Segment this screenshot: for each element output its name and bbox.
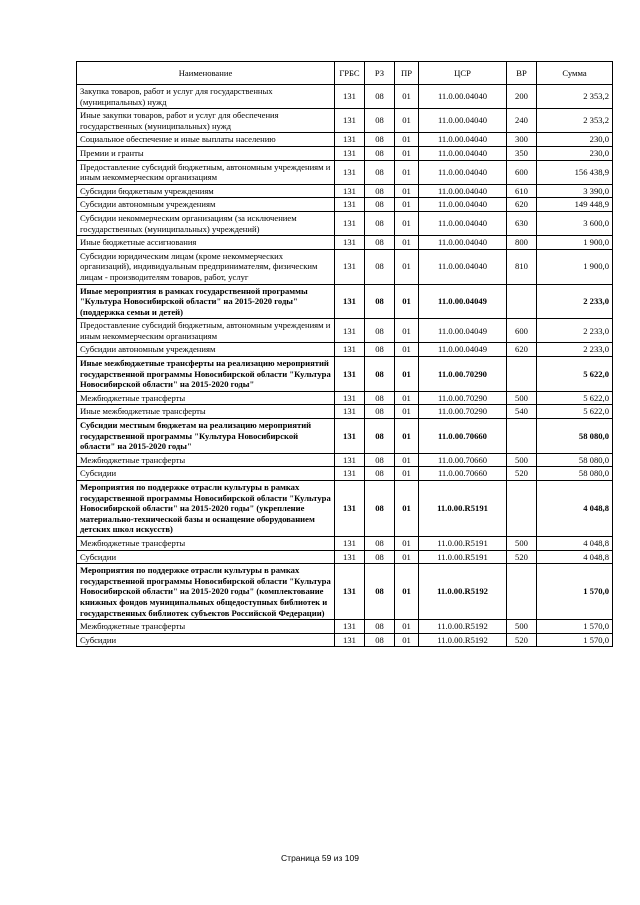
table-row [77,319,613,343]
cell-csr: 11.0.00.04049 [419,284,507,319]
cell-csr: 11.0.00.R5191 [419,536,507,550]
cell-vr: 620 [507,198,537,212]
page-number-footer: Страница 59 из 109 [281,853,359,863]
table-row [77,236,613,250]
cell-name: Субсидии юридическим лицам (кроме некоммерческих организаций), индивидуальным предпринимателям, физическим лицам - производителям товаров, работ, услуг [77,249,335,284]
cell-sum: 230,0 [537,133,613,147]
cell-grbs: 131 [335,133,365,147]
cell-csr: 11.0.00.70290 [419,405,507,419]
cell-rz: 08 [365,284,395,319]
cell-pr: 01 [395,536,419,550]
cell-name: Закупка товаров, работ и услуг для государственных (муниципальных) нужд [77,85,335,109]
cell-grbs: 131 [335,405,365,419]
cell-vr: 500 [507,536,537,550]
cell-rz: 08 [365,133,395,147]
cell-name: Предоставление субсидий бюджетным, автономным учреждениям и иным некоммерческим организациям [77,319,335,343]
cell-pr: 01 [395,211,419,235]
table-row [77,633,613,647]
cell-name: Иные бюджетные ассигнования [77,236,335,250]
column-header-sum: Сумма [537,62,613,85]
cell-vr [507,564,537,620]
cell-name: Субсидии [77,467,335,481]
table-row [77,160,613,184]
cell-name: Субсидии автономным учреждениям [77,343,335,357]
cell-name: Межбюджетные трансферты [77,620,335,634]
cell-csr: 11.0.00.04040 [419,198,507,212]
table-row [77,419,613,454]
cell-csr: 11.0.00.R5192 [419,564,507,620]
cell-csr: 11.0.00.04040 [419,85,507,109]
cell-rz: 08 [365,236,395,250]
cell-pr: 01 [395,405,419,419]
cell-sum: 2 353,2 [537,109,613,133]
cell-grbs: 131 [335,284,365,319]
cell-vr: 800 [507,236,537,250]
table-row [77,184,613,198]
column-header-name: Наименование [77,62,335,85]
cell-grbs: 131 [335,536,365,550]
cell-name: Субсидии местным бюджетам на реализацию мероприятий государственной программы "Культура Новосибирской области" на 2015-2020 годы" [77,419,335,454]
cell-name: Субсидии [77,633,335,647]
table-row [77,198,613,212]
cell-sum: 1 570,0 [537,620,613,634]
cell-sum: 3 390,0 [537,184,613,198]
cell-rz: 08 [365,319,395,343]
cell-name: Мероприятия по поддержке отрасли культуры в рамках государственной программы Новосибирской области "Культура Новосибирской области" на 2015-2020 годы" (комплектование книжных фондов муниципальных общедоступных библиотек и государственных библиотек субъектов Российской Федерации) [77,564,335,620]
cell-rz: 08 [365,160,395,184]
cell-rz: 08 [365,146,395,160]
cell-csr: 11.0.00.R5192 [419,620,507,634]
table-row [77,85,613,109]
cell-pr: 01 [395,357,419,392]
cell-pr: 01 [395,633,419,647]
cell-name: Премии и гранты [77,146,335,160]
cell-sum: 3 600,0 [537,211,613,235]
cell-rz: 08 [365,85,395,109]
cell-csr: 11.0.00.04040 [419,184,507,198]
cell-pr: 01 [395,236,419,250]
cell-pr: 01 [395,109,419,133]
cell-csr: 11.0.00.04040 [419,133,507,147]
table-row [77,550,613,564]
cell-pr: 01 [395,419,419,454]
cell-sum: 230,0 [537,146,613,160]
cell-grbs: 131 [335,343,365,357]
cell-vr: 520 [507,633,537,647]
cell-sum: 1 900,0 [537,249,613,284]
cell-rz: 08 [365,467,395,481]
cell-pr: 01 [395,198,419,212]
table-row [77,211,613,235]
cell-rz: 08 [365,357,395,392]
cell-grbs: 131 [335,357,365,392]
cell-pr: 01 [395,249,419,284]
cell-sum: 4 048,8 [537,550,613,564]
cell-name: Иные межбюджетные трансферты [77,405,335,419]
cell-sum: 5 622,0 [537,357,613,392]
cell-grbs: 131 [335,85,365,109]
cell-pr: 01 [395,184,419,198]
cell-pr: 01 [395,620,419,634]
cell-name: Иные межбюджетные трансферты на реализацию мероприятий государственной программы Новосибирской области "Культура Новосибирской области" на 2015-2020 годы" [77,357,335,392]
cell-grbs: 131 [335,146,365,160]
cell-grbs: 131 [335,550,365,564]
cell-grbs: 131 [335,184,365,198]
cell-pr: 01 [395,481,419,537]
cell-rz: 08 [365,620,395,634]
cell-rz: 08 [365,405,395,419]
cell-sum: 149 448,9 [537,198,613,212]
cell-sum: 4 048,8 [537,481,613,537]
cell-sum: 1 900,0 [537,236,613,250]
column-header-vr: ВР [507,62,537,85]
cell-csr: 11.0.00.70660 [419,419,507,454]
cell-grbs: 131 [335,564,365,620]
cell-vr: 200 [507,85,537,109]
cell-vr: 300 [507,133,537,147]
cell-pr: 01 [395,391,419,405]
cell-name: Социальное обеспечение и иные выплаты населению [77,133,335,147]
cell-sum: 58 080,0 [537,419,613,454]
cell-grbs: 131 [335,109,365,133]
table-row [77,481,613,537]
cell-csr: 11.0.00.R5191 [419,481,507,537]
cell-grbs: 131 [335,160,365,184]
cell-grbs: 131 [335,419,365,454]
cell-grbs: 131 [335,453,365,467]
cell-csr: 11.0.00.70290 [419,391,507,405]
table-row [77,343,613,357]
cell-grbs: 131 [335,481,365,537]
cell-sum: 5 622,0 [537,405,613,419]
cell-vr: 620 [507,343,537,357]
cell-vr [507,419,537,454]
column-header-grbs: ГРБС [335,62,365,85]
table-row [77,357,613,392]
cell-vr: 500 [507,620,537,634]
cell-csr: 11.0.00.70660 [419,453,507,467]
cell-csr: 11.0.00.04040 [419,146,507,160]
cell-name: Субсидии [77,550,335,564]
cell-grbs: 131 [335,249,365,284]
cell-name: Субсидии автономным учреждениям [77,198,335,212]
cell-pr: 01 [395,453,419,467]
cell-name: Иные мероприятия в рамках государственной программы "Культура Новосибирской области" на 2015-2020 годы"(поддержка семьи и детей) [77,284,335,319]
cell-name: Межбюджетные трансферты [77,536,335,550]
cell-csr: 11.0.00.70660 [419,467,507,481]
cell-sum: 2 353,2 [537,85,613,109]
cell-vr: 600 [507,319,537,343]
cell-csr: 11.0.00.R5191 [419,550,507,564]
table-row [77,109,613,133]
table-row [77,536,613,550]
cell-pr: 01 [395,133,419,147]
cell-pr: 01 [395,160,419,184]
cell-grbs: 131 [335,467,365,481]
cell-sum: 5 622,0 [537,391,613,405]
table-row [77,146,613,160]
cell-rz: 08 [365,184,395,198]
cell-csr: 11.0.00.04040 [419,236,507,250]
cell-sum: 58 080,0 [537,453,613,467]
cell-grbs: 131 [335,319,365,343]
cell-vr: 350 [507,146,537,160]
table-row [77,284,613,319]
cell-grbs: 131 [335,211,365,235]
cell-csr: 11.0.00.70290 [419,357,507,392]
cell-pr: 01 [395,343,419,357]
cell-vr: 630 [507,211,537,235]
cell-rz: 08 [365,109,395,133]
cell-csr: 11.0.00.04040 [419,109,507,133]
column-header-pr: ПР [395,62,419,85]
cell-name: Межбюджетные трансферты [77,453,335,467]
table-row [77,453,613,467]
cell-vr [507,481,537,537]
cell-pr: 01 [395,467,419,481]
cell-pr: 01 [395,85,419,109]
cell-vr: 810 [507,249,537,284]
table-body [77,85,613,647]
cell-csr: 11.0.00.04049 [419,343,507,357]
cell-pr: 01 [395,284,419,319]
cell-csr: 11.0.00.R5192 [419,633,507,647]
cell-vr [507,284,537,319]
cell-name: Субсидии бюджетным учреждениям [77,184,335,198]
cell-pr: 01 [395,146,419,160]
table-row [77,467,613,481]
cell-rz: 08 [365,391,395,405]
cell-grbs: 131 [335,236,365,250]
cell-vr [507,357,537,392]
table-row [77,564,613,620]
cell-sum: 156 438,9 [537,160,613,184]
cell-vr: 610 [507,184,537,198]
cell-vr: 240 [507,109,537,133]
cell-csr: 11.0.00.04040 [419,160,507,184]
cell-rz: 08 [365,481,395,537]
cell-grbs: 131 [335,198,365,212]
cell-pr: 01 [395,319,419,343]
cell-vr: 500 [507,391,537,405]
cell-pr: 01 [395,564,419,620]
cell-sum: 2 233,0 [537,319,613,343]
cell-pr: 01 [395,550,419,564]
cell-grbs: 131 [335,633,365,647]
cell-csr: 11.0.00.04040 [419,249,507,284]
cell-name: Мероприятия по поддержке отрасли культуры в рамках государственной программы Новосибирской области "Культура Новосибирской области" на 2015-2020 годы" (укрепление материально-технической базы и оснащение оборудованием детских школ искусств) [77,481,335,537]
cell-vr: 520 [507,550,537,564]
cell-csr: 11.0.00.04049 [419,319,507,343]
cell-vr: 540 [507,405,537,419]
cell-vr: 600 [507,160,537,184]
cell-sum: 2 233,0 [537,343,613,357]
table-row [77,391,613,405]
cell-sum: 1 570,0 [537,633,613,647]
cell-sum: 1 570,0 [537,564,613,620]
cell-rz: 08 [365,536,395,550]
column-header-rz: РЗ [365,62,395,85]
cell-rz: 08 [365,198,395,212]
cell-rz: 08 [365,419,395,454]
cell-name: Субсидии некоммерческим организациям (за исключением государственных (муниципальных) учреждений) [77,211,335,235]
column-header-csr: ЦСР [419,62,507,85]
cell-csr: 11.0.00.04040 [419,211,507,235]
cell-sum: 58 080,0 [537,467,613,481]
cell-rz: 08 [365,564,395,620]
cell-rz: 08 [365,249,395,284]
cell-vr: 520 [507,467,537,481]
cell-sum: 2 233,0 [537,284,613,319]
cell-grbs: 131 [335,391,365,405]
budget-table [76,61,613,647]
table-header-row [77,62,613,85]
cell-rz: 08 [365,211,395,235]
cell-rz: 08 [365,343,395,357]
table-row [77,620,613,634]
cell-name: Иные закупки товаров, работ и услуг для обеспечения государственных (муниципальных) нужд [77,109,335,133]
cell-rz: 08 [365,550,395,564]
table-row [77,133,613,147]
cell-grbs: 131 [335,620,365,634]
table-row [77,249,613,284]
cell-name: Межбюджетные трансферты [77,391,335,405]
cell-vr: 500 [507,453,537,467]
cell-rz: 08 [365,633,395,647]
cell-sum: 4 048,8 [537,536,613,550]
cell-name: Предоставление субсидий бюджетным, автономным учреждениям и иным некоммерческим организациям [77,160,335,184]
cell-rz: 08 [365,453,395,467]
table-row [77,405,613,419]
